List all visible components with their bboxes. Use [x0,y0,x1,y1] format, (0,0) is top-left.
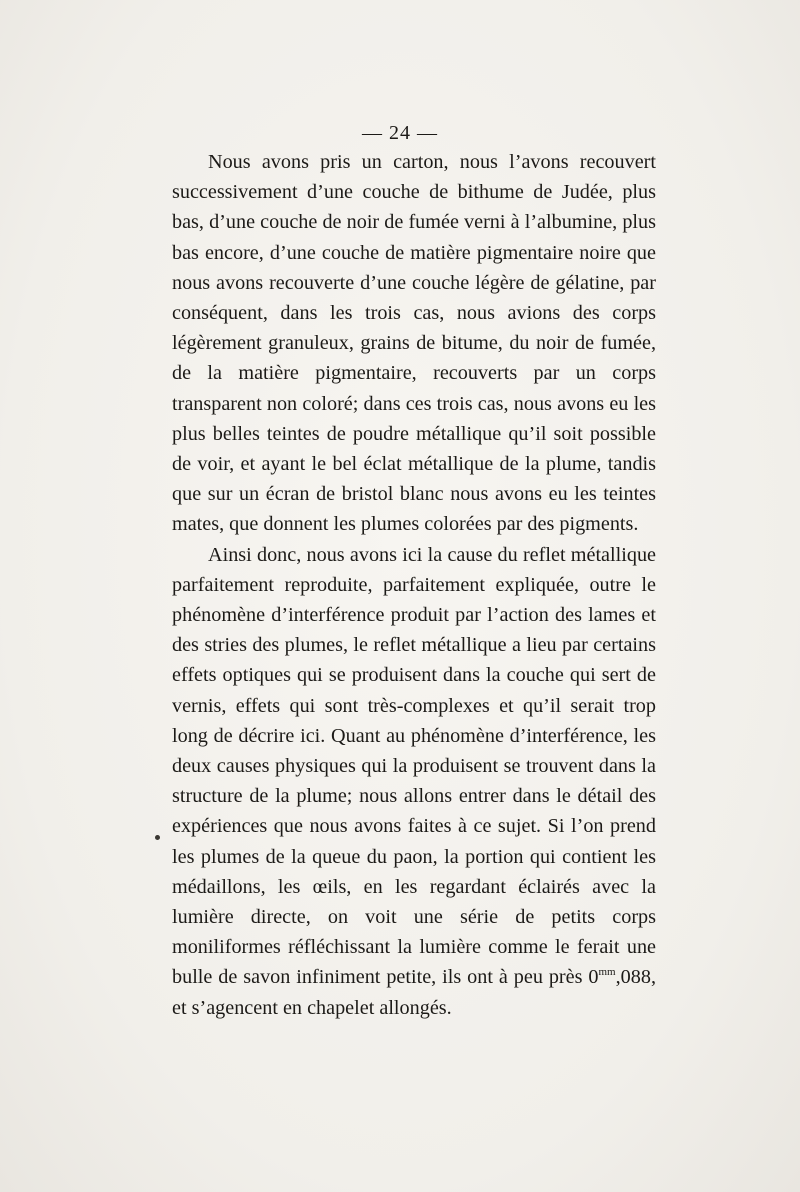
margin-dot [155,835,160,840]
paragraph-2-end: ,088, et s’agencent en chapelet allongés. [172,966,656,1019]
body-text [172,147,656,1023]
unit-superscript: mm [598,966,616,979]
paragraph-2 [172,540,656,1023]
paragraph-2-text: Ainsi donc, nous avons ici la cause du reflet métallique parfaitement reproduite, parfaitement expliquée, outre le phénomène d’interférence produit par l’action des lames et des stries des plumes, le reflet métallique a lieu par certains effets optiques qui se produisent dans la couche qui sert de vernis, effets qui sont très-complexes et qu’il serait trop long de décrire ici. Quant au phénomène d’interférence, les deux causes physiques qui la produisent se trouvent dans la structure de la plume; nous allons entrer dans le détail des expériences que nous avons faites à ce sujet. Si l’on prend les plumes de la queue du paon, la portion qui contient les médaillons, les œils, en les regardant éclairés avec la lumière directe, on voit une série de petits corps moniliformes réfléchissant la lumière comme le ferait une bulle de savon infiniment petite, ils ont à peu près 0 [172,543,656,989]
page-number: — 24 — [362,122,438,144]
paragraph-1: Nous avons pris un carton, nous l’avons recouvert successivement d’une couche de bithume de Judée, plus bas, d’une couche de noir de fumée verni à l’albumine, plus bas encore, d’une couche de matière pigmentaire noire que nous avons recouverte d’une couche légère de gélatine, par conséquent, dans les trois cas, nous avions des corps légèrement granuleux, grains de bitume, du noir de fumée, de la matière pigmentaire, recouverts par un corps transparent non coloré; dans ces trois cas, nous avons eu les plus belles teintes de poudre métallique qu’il soit possible de voir, et ayant le bel éclat métallique de la plume, tandis que sur un écran de bristol blanc nous avons eu les teintes mates, que donnent les plumes colorées par des pigments. [172,151,656,536]
